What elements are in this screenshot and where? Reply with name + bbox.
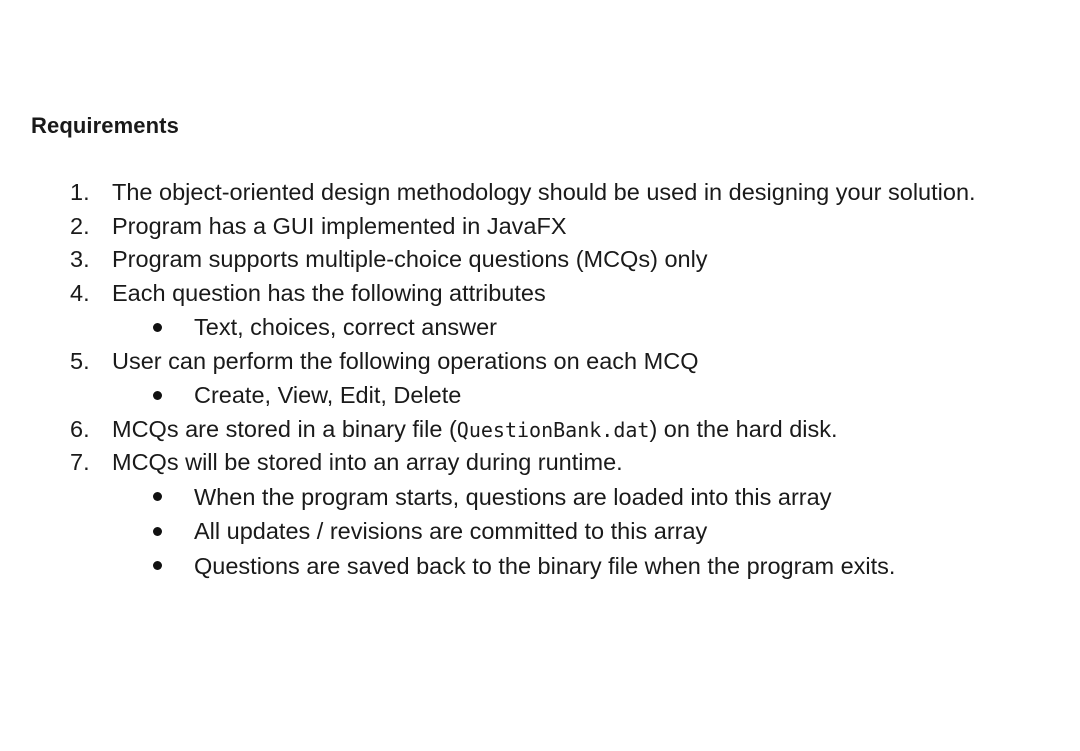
item-text: Each question has the following attributes	[112, 279, 546, 306]
sub-bullet-item	[0, 480, 1080, 514]
requirements-list	[0, 176, 1080, 583]
list-item	[0, 345, 1080, 379]
item-text: Program has a GUI implemented in JavaFX	[112, 212, 567, 239]
item-text-after: ) on the hard disk.	[649, 415, 838, 442]
bullet-dot-icon	[153, 391, 162, 400]
list-item	[0, 176, 1080, 210]
bullet-text: Text, choices, correct answer	[194, 314, 497, 341]
item-text: Program supports multiple-choice questions (MCQs) only	[112, 246, 708, 273]
bullet-dot-icon	[153, 561, 162, 570]
list-item	[0, 413, 1080, 447]
item-number: 2.	[70, 212, 90, 239]
bullet-text: When the program starts, questions are loaded into this array	[194, 483, 832, 510]
bullet-dot-icon	[153, 323, 162, 332]
sub-bullet-item	[0, 514, 1080, 548]
item-text: The object-oriented design methodology should be used in designing your solution.	[112, 179, 976, 205]
sub-bullet-item	[0, 310, 1080, 344]
bullet-text: Questions are saved back to the binary file when the program exits.	[194, 552, 896, 579]
sub-bullet-item	[0, 378, 1080, 412]
item-number: 3.	[70, 246, 90, 273]
item-number: 6.	[70, 415, 90, 442]
item-text-before: MCQs are stored in a binary file (	[112, 415, 457, 442]
filename-text: QuestionBank.dat	[456, 417, 650, 442]
sub-bullet-item	[0, 549, 1080, 583]
list-item	[0, 210, 1080, 244]
bullet-dot-icon	[153, 492, 162, 501]
list-item	[0, 243, 1080, 277]
item-text	[112, 413, 838, 448]
item-number: 7.	[70, 449, 90, 476]
list-item	[0, 277, 1080, 311]
list-item	[0, 446, 1080, 480]
bullet-dot-icon	[153, 527, 162, 536]
bullet-text: Create, View, Edit, Delete	[194, 382, 462, 409]
item-number: 1.	[70, 179, 90, 205]
item-text: MCQs will be stored into an array during runtime.	[112, 449, 623, 476]
section-heading: Requirements	[31, 113, 179, 138]
item-number: 5.	[70, 347, 90, 374]
bullet-text: All updates / revisions are committed to this array	[194, 518, 708, 545]
item-number: 4.	[70, 279, 90, 306]
item-text: User can perform the following operations on each MCQ	[112, 347, 699, 374]
